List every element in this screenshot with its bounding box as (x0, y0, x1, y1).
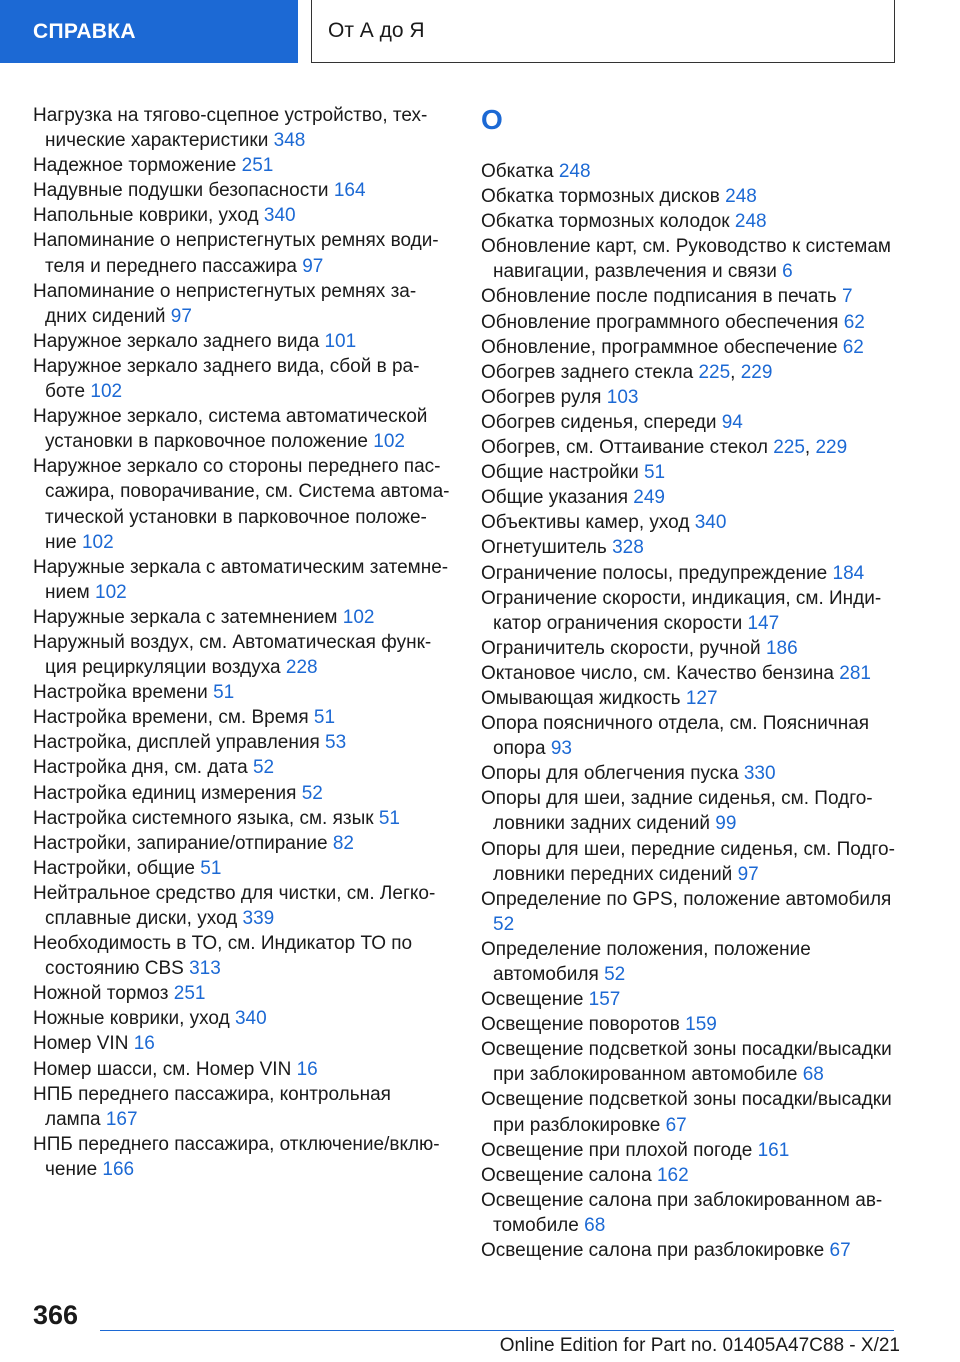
page-reference-link[interactable]: 161 (757, 1139, 790, 1161)
index-entry (33, 153, 451, 178)
index-entry-text: Обогрев, см. Оттаивание стекол (481, 437, 768, 459)
page-reference-link[interactable]: 51 (313, 707, 336, 729)
page-reference-link[interactable]: 340 (234, 1008, 267, 1030)
page-reference-link[interactable]: 51 (213, 682, 235, 704)
page-reference-link[interactable]: 51 (378, 807, 400, 829)
index-entry (33, 1006, 451, 1031)
index-entry (481, 661, 901, 686)
page-reference-link[interactable]: 186 (765, 637, 798, 659)
index-entry-text: Обогрев сиденья, спереди (481, 411, 717, 433)
index-entry (481, 535, 901, 560)
page-reference-link[interactable]: 52 (252, 757, 275, 779)
index-entry (33, 103, 451, 153)
page-reference-link[interactable]: 102 (342, 606, 375, 628)
page-reference-link[interactable]: 339 (242, 908, 275, 929)
page-reference-link[interactable]: 94 (721, 411, 743, 433)
page-reference-link[interactable]: 313 (189, 958, 221, 980)
index-entry (481, 837, 901, 887)
index-entry-text: Ограничение скорости, индикация, см. Инди-катор ограничения скорости (481, 587, 882, 634)
page-reference-link[interactable]: 68 (584, 1214, 606, 1236)
index-entry (33, 781, 451, 806)
page-reference-link[interactable]: 157 (588, 989, 621, 1011)
page-reference-link[interactable]: 281 (839, 662, 871, 684)
index-entry-text: Наружное зеркало заднего вида, сбой в ра-боте (33, 355, 420, 403)
index-entry (481, 636, 901, 661)
index-entry (481, 1012, 901, 1037)
index-entry-text: Огнетушитель (481, 537, 607, 559)
index-entry-text: Освещение (481, 989, 584, 1011)
page-reference-link[interactable]: 248 (558, 161, 591, 182)
page-reference-link[interactable]: 248 (734, 211, 767, 233)
index-entry (481, 209, 901, 234)
index-entry (481, 1238, 901, 1263)
index-entry-text: Освещение подсветкой зоны посадки/высадки при разблокировке (481, 1089, 892, 1136)
index-entry (481, 711, 901, 761)
index-entry (481, 686, 901, 711)
index-entry-text: Настройка времени (33, 682, 208, 704)
index-entry-text: Нейтральное средство для чистки, см. Легко-сплавные диски, уход (33, 882, 436, 929)
index-entry-text: Наружное зеркало заднего вида (33, 330, 320, 352)
page-reference-link[interactable]: 101 (324, 330, 357, 352)
page-reference-link[interactable]: 16 (296, 1058, 318, 1080)
index-entry-text: Обновление карт, см. Руководство к системам навигации, развлечения и связи (481, 236, 891, 283)
index-column-right (481, 103, 901, 1263)
index-entry-text: Ограничение полосы, предупреждение (481, 562, 828, 584)
page-reference-link[interactable]: 340 (263, 205, 296, 227)
page-reference-link[interactable]: 52 (301, 782, 323, 804)
page-reference-link[interactable]: 348 (273, 130, 306, 152)
footer-edition: Online Edition for Part no. 01405A47C88 - X/21 (499, 1335, 900, 1356)
page-reference-link[interactable]: 102 (81, 531, 114, 553)
index-entry (481, 1087, 901, 1137)
index-entry-text: Номер шасси, см. Номер VIN (33, 1058, 292, 1080)
index-entry-text: Настройки, общие (33, 857, 195, 879)
index-entry-text: Освещение подсветкой зоны посадки/высадки при заблокированном автомобиле (481, 1039, 892, 1086)
index-entry (481, 561, 901, 586)
index-entry-text: Освещение салона при заблокированном ав-томобиле (481, 1189, 883, 1236)
index-entry-text: Ограничитель скорости, ручной (481, 637, 761, 659)
index-entry (33, 881, 451, 931)
index-entry-text: Освещение салона (481, 1164, 652, 1186)
index-entry-text: Напоминание о непристегнутых ремнях за-дних сидений (33, 280, 417, 327)
page-reference-link[interactable]: 62 (842, 336, 864, 358)
page-reference-link[interactable]: 102 (373, 431, 405, 453)
index-entry-text: Настройка единиц измерения (33, 782, 297, 804)
index-entry-text: Ножной тормоз (33, 983, 169, 1005)
index-entry-text: Наружное зеркало со стороны переднего пас-сажира, поворачивание, см. Система автома-тической установки в парковочное положе-ние (33, 456, 450, 553)
index-entry (33, 730, 451, 755)
page-reference-link[interactable]: 53 (325, 732, 347, 754)
page-reference-link[interactable]: 229 (815, 437, 848, 459)
index-entry: Обогрев, см. Оттаивание стекол 225, 229 (481, 437, 848, 459)
index-entry (33, 1082, 451, 1132)
page-reference-link[interactable]: 62 (843, 311, 865, 333)
page-reference-link[interactable]: 167 (105, 1108, 138, 1130)
page-reference-link[interactable]: 82 (332, 832, 354, 854)
index-entry (33, 981, 451, 1006)
index-entry (33, 404, 451, 454)
page-reference-link[interactable]: 159 (685, 1014, 717, 1036)
index-entry (33, 329, 451, 354)
index-entry: Обогрев заднего стекла 225, 229 (481, 361, 773, 383)
index-entry-text: Опора поясничного отдела, см. Поясничная опора (481, 713, 870, 760)
page-reference-link[interactable]: 51 (643, 462, 666, 484)
page-reference-link[interactable]: 97 (302, 255, 324, 277)
index-entry (481, 410, 901, 435)
index-entry (481, 485, 901, 510)
page-reference-link[interactable]: 103 (606, 386, 639, 408)
index-column-left (33, 103, 451, 1182)
page-reference-link[interactable]: 102 (95, 581, 127, 603)
index-entry (481, 159, 901, 184)
page-reference-link[interactable]: 102 (90, 381, 123, 403)
index-entry-text: Настройка времени, см. Время (33, 707, 309, 729)
index-entry-text: Напоминание о непристегнутых ремнях води-теля и переднего пассажира (33, 230, 439, 277)
index-entry (33, 755, 451, 780)
page-reference-link[interactable]: 330 (743, 763, 776, 785)
index-entry-text: Обкатка тормозных колодок (481, 211, 730, 233)
index-entry (481, 510, 901, 535)
index-entry (33, 856, 451, 881)
index-entry (33, 630, 451, 680)
index-entry (481, 1163, 901, 1188)
index-entry (33, 555, 451, 605)
page-reference-link[interactable]: 225 (698, 361, 731, 383)
page-reference-link[interactable]: 249 (633, 487, 665, 509)
index-entry-text: Ножные коврики, уход (33, 1008, 230, 1030)
page-reference-link[interactable]: 67 (665, 1114, 687, 1136)
index-entry (33, 178, 451, 203)
index-entry (33, 605, 451, 630)
index-entry (33, 279, 451, 329)
page-reference-link[interactable]: 52 (604, 964, 626, 985)
index-entry-text: Настройка, дисплей управления (33, 732, 320, 754)
page-reference-link[interactable]: 328 (612, 537, 644, 559)
index-entry-text: НПБ переднего пассажира, контрольная лампа (33, 1083, 391, 1130)
index-entry-text: Настройка системного языка, см. язык (33, 807, 374, 829)
index-entry (481, 184, 901, 209)
index-entry-text: Обкатка тормозных дисков (481, 186, 720, 208)
index-entry-text: Общие указания (481, 487, 629, 509)
index-entry (33, 705, 451, 730)
index-entry-text: Нагрузка на тягово-сцепное устройство, тех-нические характеристики (33, 105, 428, 152)
index-entry-text: Надежное торможение (33, 155, 237, 177)
index-entry-text: Обогрев руля (481, 386, 602, 408)
index-entry-text: Обкатка (481, 161, 554, 182)
index-entry (481, 284, 901, 309)
index-entry-text: Обновление, программное обеспечение (481, 336, 838, 358)
index-entry (33, 1031, 451, 1056)
index-entry-text: Опоры для шеи, задние сиденья, см. Подго-ловники задних сидений (481, 788, 873, 835)
index-entry-text: Обогрев заднего стекла (481, 361, 694, 383)
index-entry (481, 1138, 901, 1163)
index-entry (33, 806, 451, 831)
index-entry (33, 454, 451, 554)
index-entry-text: Общие настройки (481, 462, 639, 484)
index-entry-text: Объективы камер, уход (481, 512, 690, 534)
page-reference-link[interactable]: 340 (694, 512, 727, 534)
index-entry (481, 460, 901, 485)
page-reference-link[interactable]: 99 (715, 813, 737, 835)
page-reference-link[interactable]: 97 (737, 863, 759, 885)
index-entry (481, 310, 901, 335)
index-entry-text: Наружное зеркало, система автоматической установки в парковочное положение (33, 406, 428, 453)
index-entry (481, 335, 901, 360)
subsection-title: От А до Я (311, 0, 895, 63)
index-entry-text: Освещение салона при разблокировке (481, 1240, 825, 1262)
index-entry (481, 887, 901, 937)
index-entry-text: Освещение поворотов (481, 1014, 680, 1036)
index-entry-text: Опоры для шеи, передние сиденья, см. Подго-ловники передних сидений (481, 838, 895, 885)
index-entry-text: Наружный воздух, см. Автоматическая функ-ция рециркуляции воздуха (33, 631, 432, 679)
index-entry-text: НПБ переднего пассажира, отключение/вклю-чение (33, 1133, 440, 1180)
index-entry (33, 680, 451, 705)
index-entry-text: Номер VIN (33, 1033, 129, 1055)
index-entry (33, 831, 451, 856)
page-reference-link[interactable]: 229 (740, 361, 773, 383)
index-entry (481, 385, 901, 410)
index-entry (481, 234, 901, 284)
index-entry-text: Октановое число, см. Качество бензина (481, 662, 834, 684)
page-reference-link[interactable]: 248 (725, 186, 757, 208)
index-entry (33, 203, 451, 228)
index-entry-text: Опоры для облегчения пуска (481, 763, 739, 785)
footer-divider (100, 1330, 894, 1331)
index-entry (33, 228, 451, 278)
page-reference-link[interactable]: 52 (493, 913, 515, 935)
index-entry-text: Надувные подушки безопасности (33, 180, 329, 202)
index-entry (481, 1188, 901, 1238)
index-entry (481, 761, 901, 786)
index-entry-text: Обновление после подписания в печать (481, 286, 837, 308)
index-entry (481, 1037, 901, 1087)
page-reference-link[interactable]: 127 (685, 687, 718, 709)
page-reference-link[interactable]: 251 (241, 155, 274, 177)
index-entry (33, 1132, 451, 1182)
page-reference-link[interactable]: 164 (333, 180, 366, 202)
index-letter-heading: О (481, 104, 503, 135)
page-reference-link[interactable]: 7 (841, 286, 853, 308)
index-entry-text: Освещение при плохой погоде (481, 1139, 753, 1161)
page-reference-link[interactable]: 6 (782, 261, 793, 283)
index-entry (481, 786, 901, 836)
index-entry-text: Обновление программного обеспечения (481, 311, 839, 333)
index-entry-text: Определение по GPS, положение автомобиля (481, 888, 892, 910)
page-reference-link[interactable]: 67 (829, 1240, 851, 1262)
page-reference-link[interactable]: 51 (200, 857, 222, 879)
index-entry-text: Напольные коврики, уход (33, 205, 259, 227)
index-entry-text: Настройка дня, см. дата (33, 757, 248, 779)
index-entry (33, 931, 451, 981)
index-entry (481, 937, 901, 987)
index-entry-text: Наружные зеркала с автоматическим затемне-нием (33, 556, 449, 603)
page-reference-link[interactable]: 16 (133, 1033, 155, 1055)
index-entry-text: Настройки, запирание/отпирание (33, 832, 328, 854)
page-number: 366 (33, 1300, 79, 1330)
index-entry-text: Необходимость в ТО, см. Индикатор ТО по состоянию CBS (33, 933, 413, 980)
index-entry-text: Наружные зеркала с затемнением (33, 606, 338, 628)
index-entry (481, 987, 901, 1012)
section-tab[interactable]: СПРАВКА (0, 0, 298, 63)
page-reference-link[interactable]: 166 (102, 1158, 135, 1180)
index-entry (481, 586, 901, 636)
page-reference-link[interactable]: 147 (747, 612, 780, 634)
page-reference-link[interactable]: 97 (170, 305, 192, 327)
page-reference-link[interactable]: 225 (773, 437, 805, 459)
index-entry (33, 354, 451, 404)
index-entry-text: Омывающая жидкость (481, 687, 681, 709)
index-entry-text: Определение положения, положение автомобиля (481, 938, 811, 985)
page-reference-link[interactable]: 251 (173, 983, 206, 1005)
index-entry (33, 1057, 451, 1082)
page-reference-link[interactable]: 68 (802, 1064, 824, 1086)
page-reference-link[interactable]: 228 (285, 657, 318, 679)
page-reference-link[interactable]: 162 (656, 1164, 689, 1186)
page-reference-link[interactable]: 93 (550, 738, 572, 760)
page-reference-link[interactable]: 184 (832, 562, 865, 584)
